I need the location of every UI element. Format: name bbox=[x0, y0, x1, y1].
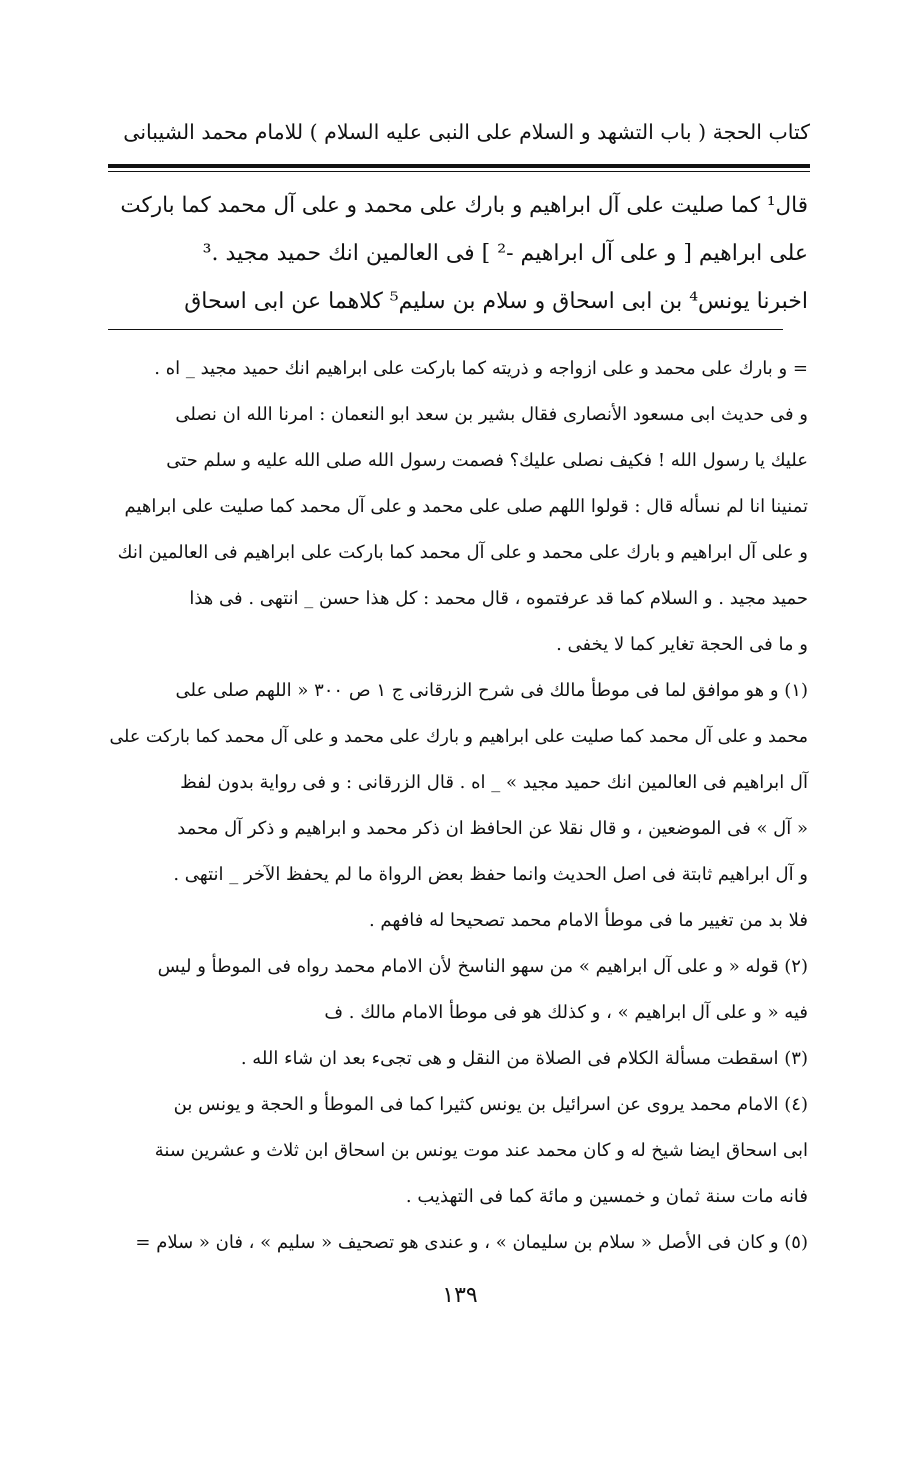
footnote-1 bbox=[108, 668, 808, 944]
footnote-separator bbox=[108, 329, 783, 330]
main-text-line: اخبرنا يونس⁴ بن ابى اسحاق و سلام بن سليم⁵ كلاهما عن ابى اسحاق bbox=[184, 289, 808, 314]
footnote-line: و آل ابراهيم ثابتة فى اصل الحديث وانما حفظ بعض الرواة ما لم يحفظ الآخر _ انتهى . bbox=[173, 864, 808, 885]
footnote-line: تمنينا انا لم نسأله قال : قولوا اللهم صلى على محمد و على آل محمد كما صليت على ابراهيم bbox=[124, 496, 808, 517]
footnote-3 bbox=[108, 1036, 808, 1082]
footnote-line: حميد مجيد . و السلام كما قد عرفتموه ، قال محمد : كل هذا حسن _ انتهى . فى هذا bbox=[189, 588, 808, 609]
footnote-line: ابى اسحاق ايضا شيخ له و كان محمد عند موت يونس بن اسحاق ابن ثلاث و عشرين سنة bbox=[154, 1140, 808, 1161]
running-header: كتاب الحجة ( باب التشهد و السلام على النبى عليه السلام ) للامام محمد الشيبانى bbox=[123, 120, 810, 144]
header-rule-thick bbox=[108, 164, 810, 168]
footnote-line: « آل » فى الموضعين ، و قال نقلا عن الحافظ ان ذكر محمد و ابراهيم و ذكر آل محمد bbox=[177, 818, 808, 839]
footnote-5 bbox=[108, 1220, 808, 1266]
footnote-line: (٤) الامام محمد يروى عن اسرائيل بن يونس كثيرا كما فى الموطأ و الحجة و يونس بن bbox=[173, 1094, 808, 1115]
footnote-line: (١) و هو موافق لما فى موطأ مالك فى شرح الزرقانى ج ١ ص ٣٠٠ « اللهم صلى على bbox=[175, 680, 808, 701]
footnote-line: آل ابراهيم فى العالمين انك حميد مجيد » _ اه . قال الزرقانى : و فى رواية بدون لفظ bbox=[180, 772, 808, 793]
footnote-line: فلا بد من تغيير ما فى موطأ الامام محمد تصحيحا له فافهم . bbox=[368, 910, 808, 931]
footnote-line: (٣) اسقطت مسألة الكلام فى الصلاة من النقل و هى تجىء بعد ان شاء الله . bbox=[240, 1048, 808, 1069]
footnote-line: محمد و على آل محمد كما صليت على ابراهيم و بارك على محمد و على آل محمد كما باركت على bbox=[109, 727, 808, 747]
main-text-line: قال¹ كما صليت على آل ابراهيم و بارك على محمد و على آل محمد كما باركت bbox=[120, 193, 808, 218]
header-rule-thin bbox=[108, 171, 810, 172]
footnote-line: = و بارك على محمد و على ازواجه و ذريته كما باركت على ابراهيم انك حميد مجيد _ اه . bbox=[154, 358, 808, 379]
footnote-4 bbox=[108, 1082, 808, 1220]
footnote-line: (٢) قوله « و على آل ابراهيم » من سهو الناسخ لأن الامام محمد رواه فى الموطأ و ليس bbox=[157, 956, 808, 977]
footnote-line: فانه مات سنة ثمان و خمسين و مائة كما فى التهذيب . bbox=[405, 1186, 808, 1207]
footnote-line: و على آل ابراهيم و بارك على محمد و على آل محمد كما باركت على ابراهيم فى العالمين انك bbox=[117, 542, 808, 563]
page-number: ١٣٩ bbox=[442, 1283, 478, 1308]
main-text-line: على ابراهيم [ و على آل ابراهيم -² ] فى العالمين انك حميد مجيد .³ bbox=[202, 241, 808, 266]
footnotes bbox=[108, 346, 808, 1266]
footnote-line: فيه « و على آل ابراهيم » ، و كذلك هو فى موطأ الامام مالك . ف bbox=[324, 1002, 808, 1023]
footnote-line: عليك يا رسول الله ! فكيف نصلى عليك؟ فصمت رسول الله صلى الله عليه و سلم حتى bbox=[166, 450, 808, 471]
footnote-line: و فى حديث ابى مسعود الأنصارى فقال بشير بن سعد ابو النعمان : امرنا الله ان نصلى bbox=[175, 404, 808, 425]
main-text bbox=[108, 182, 808, 326]
footnote-continuation bbox=[108, 346, 808, 668]
footnote-line: و ما فى الحجة تغاير كما لا يخفى . bbox=[556, 634, 808, 655]
footnote-line: (٥) و كان فى الأصل « سلام بن سليمان » ، و عندى هو تصحيف « سليم » ، فان « سلام = bbox=[135, 1232, 808, 1253]
footnote-2 bbox=[108, 944, 808, 1036]
